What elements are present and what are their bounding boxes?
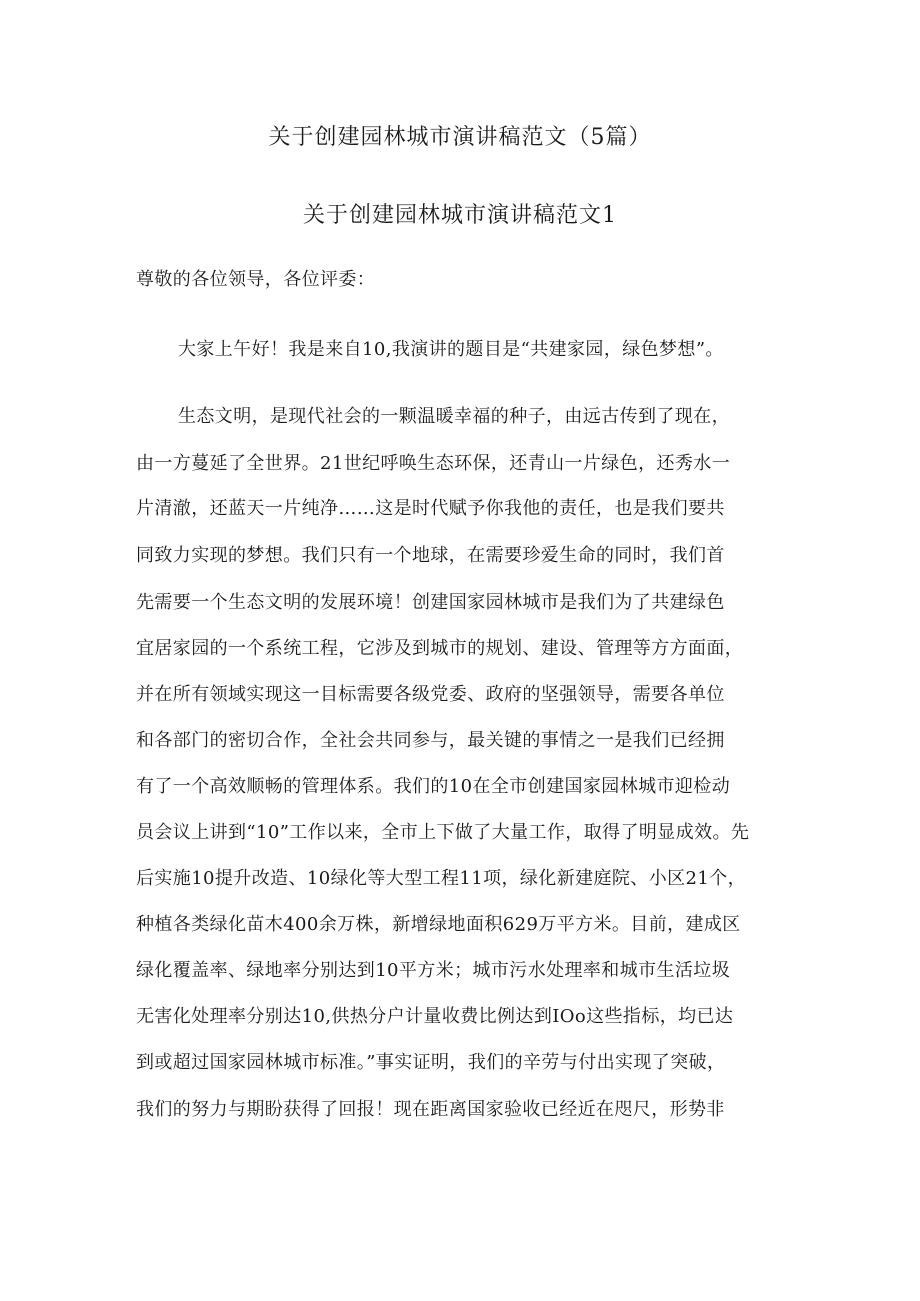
salutation: 尊敬的各位领导，各位评委： [136, 269, 376, 290]
body-line: 有了一个高效顺畅的管理体系。我们的10在全市创建国家园林城市迎检动 [136, 776, 731, 797]
body-line: 和各部门的密切合作，全社会共同参与，最关键的事情之一是我们已经拥 [136, 730, 725, 751]
body-line: 片清澈，还蓝天一片纯净……这是时代赋予你我他的责任，也是我们要共 [136, 498, 725, 519]
document-title: 关于创建园林城市演讲稿范文（5篇） [268, 125, 652, 150]
paragraph-greeting: 大家上午好！我是来自10,我演讲的题目是“共建家园，绿色梦想”。 [178, 339, 724, 360]
body-line: 宜居家园的一个系统工程，它涉及到城市的规划、建设、管理等方方面面， [136, 638, 744, 659]
body-line: 后实施10提升改造、10绿化等大型工程11项，绿化新建庭院、小区21个， [136, 868, 747, 889]
body-line: 并在所有领域实现这一目标需要各级党委、政府的坚强领导，需要各单位 [136, 684, 725, 705]
body-line: 由一方蔓延了全世界。21世纪呼唤生态环保，还青山一片绿色，还秀水一 [136, 453, 731, 474]
section-title: 关于创建园林城市演讲稿范文1 [303, 203, 617, 228]
body-line: 无害化处理率分别达10,供热分户计量收费比例达到IOo这些指标，均已达 [136, 1006, 734, 1027]
body-line: 同致力实现的梦想。我们只有一个地球，在需要珍爱生命的同时，我们首 [136, 545, 725, 566]
body-line: 种植各类绿化苗木400余万株，新增绿地面积629万平方米。目前，建成区 [136, 914, 741, 935]
body-line: 生态文明，是现代社会的一颗温暖幸福的种子，由远古传到了现在， [178, 406, 730, 427]
body-line: 绿化覆盖率、绿地率分别达到10平方米；城市污水处理率和城市生活垃圾 [136, 960, 731, 981]
body-line: 到或超过国家园林城市标准。”事实证明，我们的辛劳与付出实现了突破， [136, 1052, 726, 1073]
body-line: 我们的努力与期盼获得了回报！现在距离国家验收已经近在咫尺，形势非 [136, 1099, 725, 1120]
body-line: 先需要一个生态文明的发展环境！创建国家园林城市是我们为了共建绿色 [136, 592, 725, 613]
body-line: 员会议上讲到“10”工作以来，全市上下做了大量工作，取得了明显成效。先 [136, 822, 750, 843]
